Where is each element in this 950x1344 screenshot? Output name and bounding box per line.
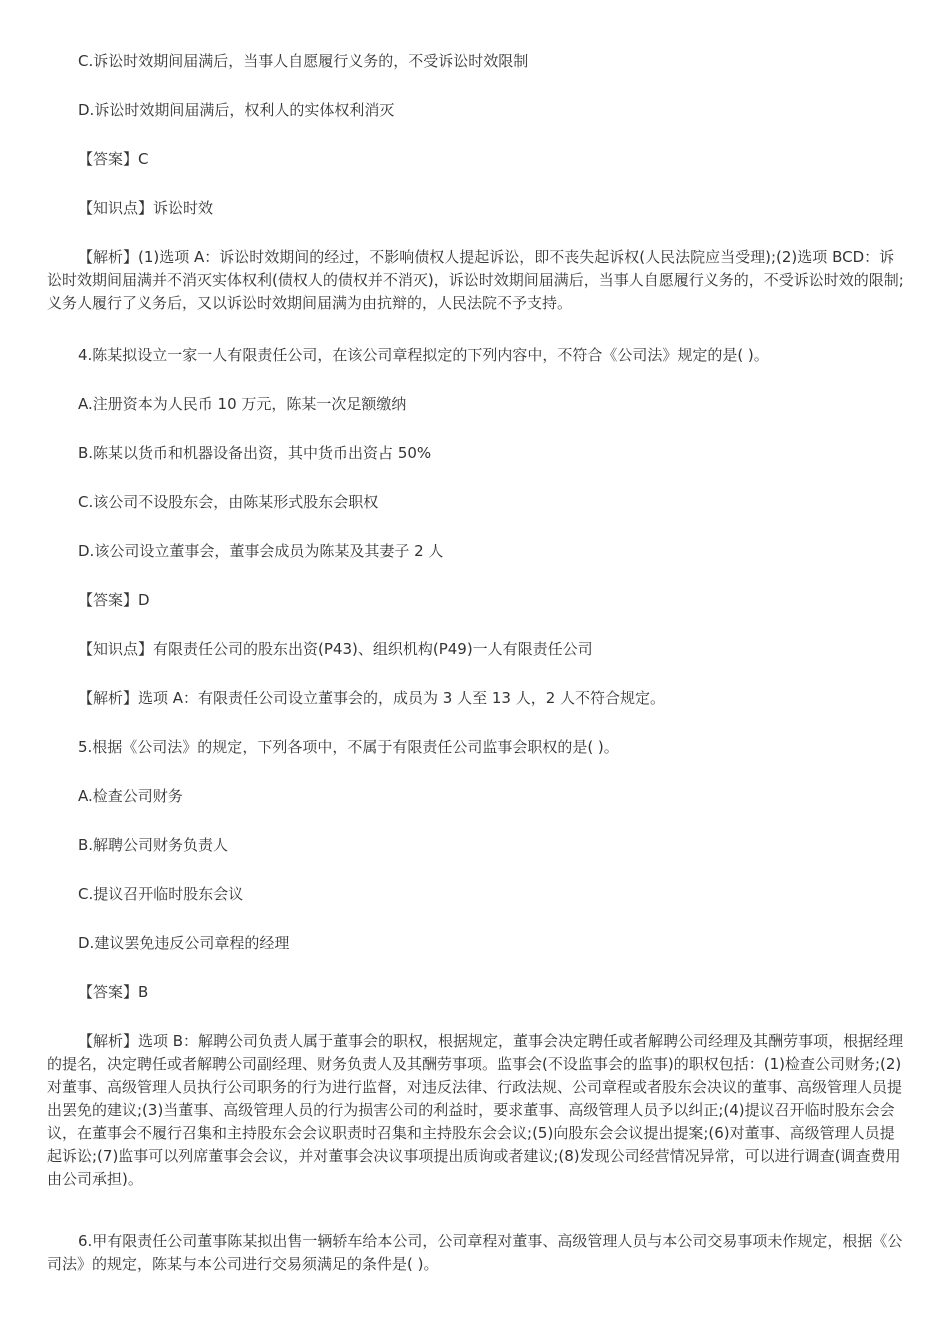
analysis-paragraph: 【解析】(1)选项 A：诉讼时效期间的经过，不影响债权人提起诉讼，即不丧失起诉权(人民法院应当受理);(2)选项 BCD：诉讼时效期间届满并不消灭实体权利(债权人的债权并不消灭)，诉讼时效期间届满后，当事人自愿履行义务的，不受诉讼时效的限制;义务人履行了义务后，又以诉讼时效期间届满为由抗辩的，人民法院不予支持。: [47, 248, 904, 312]
option-c-paragraph: C.提议召开临时股东会议: [78, 885, 244, 903]
analysis-paragraph: 【解析】选项 A：有限责任公司设立董事会的，成员为 3 人至 13 人，2 人不符合规定。: [78, 689, 666, 707]
option-a-paragraph: A.检查公司财务: [78, 787, 183, 805]
answer-paragraph: 【答案】B: [78, 983, 149, 1001]
knowledge-point-paragraph: 【知识点】诉讼时效: [78, 199, 214, 217]
knowledge-point-paragraph: 【知识点】有限责任公司的股东出资(P43)、组织机构(P49)一人有限责任公司: [78, 640, 593, 658]
option-d-paragraph: D.建议罢免违反公司章程的经理: [78, 934, 290, 952]
question-4-paragraph: 4.陈某拟设立一家一人有限责任公司，在该公司章程拟定的下列内容中，不符合《公司法》规定的是( )。: [78, 346, 769, 364]
answer-paragraph: 【答案】D: [78, 591, 150, 609]
analysis-paragraph: 【解析】选项 B：解聘公司负责人属于董事会的职权，根据规定，董事会决定聘任或者解聘公司经理及其酬劳事项，根据经理的提名，决定聘任或者解聘公司副经理、财务负责人及其酬劳事项。监事会(不设监事会的监事)的职权包括：(1)检查公司财务;(2)对董事、高级管理人员执行公司职务的行为进行监督，对违反法律、行政法规、公司章程或者股东会决议的董事、高级管理人员提出罢免的建议;(3)当董事、高级管理人员的行为损害公司的利益时，要求董事、高级管理人员予以纠正;(4)提议召开临时股东会会议，在董事会不履行召集和主持股东会会议职责时召集和主持股东会会议;(5)向股东会会议提出提案;(6)对董事、高级管理人员提起诉讼;(7)监事可以列席董事会会议，并对董事会决议事项提出质询或者建议;(8)发现公司经营情况异常，可以进行调查(调查费用由公司承担)。: [47, 1032, 904, 1188]
option-d-paragraph: D.诉讼时效期间届满后，权利人的实体权利消灭: [78, 101, 395, 119]
question-6-paragraph: 6.甲有限责任公司董事陈某拟出售一辆轿车给本公司，公司章程对董事、高级管理人员与本公司交易事项未作规定，根据《公司法》的规定，陈某与本公司进行交易须满足的条件是( )。: [47, 1232, 903, 1273]
option-b-paragraph: B.解聘公司财务负责人: [78, 836, 229, 854]
option-c-paragraph: C.该公司不设股东会，由陈某形式股东会职权: [78, 493, 379, 511]
option-d-paragraph: D.该公司设立董事会，董事会成员为陈某及其妻子 2 人: [78, 542, 444, 560]
option-b-paragraph: B.陈某以货币和机器设备出资，其中货币出资占 50%: [78, 444, 432, 462]
option-c-paragraph: C.诉讼时效期间届满后，当事人自愿履行义务的，不受诉讼时效限制: [78, 52, 529, 70]
option-a-paragraph: A.注册资本为人民币 10 万元，陈某一次足额缴纳: [78, 395, 407, 413]
question-5-paragraph: 5.根据《公司法》的规定，下列各项中，不属于有限责任公司监事会职权的是( )。: [78, 738, 619, 756]
answer-paragraph: 【答案】C: [78, 150, 149, 168]
